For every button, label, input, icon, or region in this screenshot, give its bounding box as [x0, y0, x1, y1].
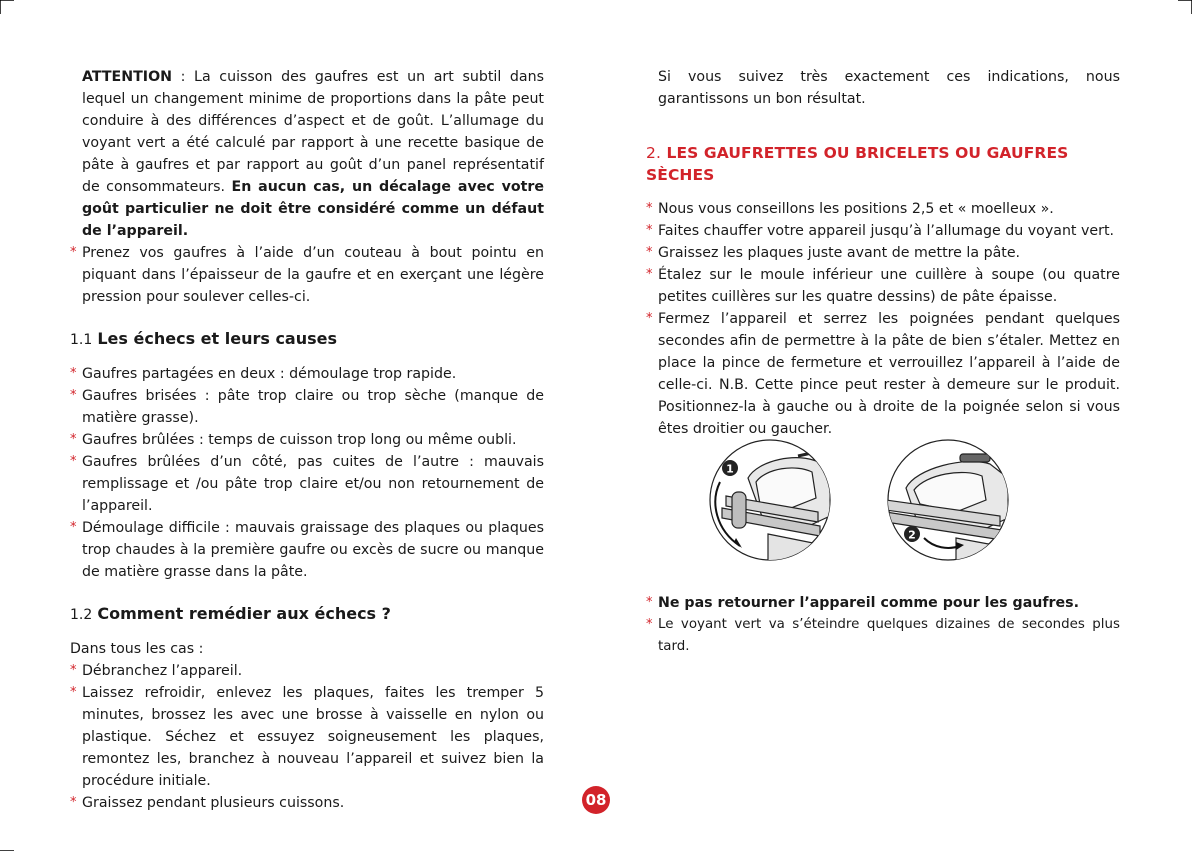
- crop-mark-bottom-left: [0, 837, 14, 851]
- list-item: * Démoulage difficile : mauvais graissage des plaques ou plaques trop chaudes à la première gaufre ou excès de sucre ou manque de matière grasse dans la pâte.: [70, 517, 544, 583]
- section-number: 1.1: [70, 332, 93, 348]
- final-notes: [646, 592, 1120, 658]
- bullet-star-icon: *: [70, 388, 77, 403]
- list-item: * Graissez les plaques juste avant de mettre la pâte.: [646, 242, 1120, 264]
- remedies-list: [70, 660, 544, 814]
- tip-text: Prenez vos gaufres à l’aide d’un couteau à bout pointu en piquant dans l’épaisseur de la gaufre et en exerçant une légère pression pour soulever celles-ci.: [82, 245, 544, 305]
- bullet-star-icon: *: [646, 617, 653, 632]
- section-title: LES GAUFRETTES OU BRICELETS OU GAUFRES SÈCHES: [646, 144, 1069, 184]
- list-item: * Nous vous conseillons les positions 2,5 et « moelleux ».: [646, 198, 1120, 220]
- attention-bold-text: En aucun cas, un décalage avec votre goût particulier ne doit être considéré comme un défaut de l’appareil.: [82, 179, 544, 239]
- list-item: * Laissez refroidir, enlevez les plaques, faites les tremper 5 minutes, brossez les avec une brosse à vaisselle en nylon ou plastique. Séchez et essuyez soigneusement les plaques, remontez les, branchez à nouveau l’appareil et suivez bien la procédure initiale.: [70, 682, 544, 792]
- waffle-maker-lock-illustration: [886, 438, 1010, 562]
- attention-label: ATTENTION: [82, 69, 173, 85]
- list-item: * Gaufres brisées : pâte trop claire ou trop sèche (manque de matière grasse).: [70, 385, 544, 429]
- failures-list: [70, 363, 544, 583]
- bullet-star-icon: *: [646, 267, 653, 282]
- illustration-1-number: 1: [726, 462, 734, 476]
- bullet-star-icon: *: [646, 201, 653, 216]
- bullet-star-icon: *: [646, 311, 653, 326]
- bullet-star-icon: *: [70, 432, 77, 447]
- bullet-star-icon: *: [646, 223, 653, 238]
- illustration-2-number: 2: [908, 528, 916, 542]
- bullet-star-icon: *: [70, 520, 77, 535]
- attention-paragraph: [70, 66, 544, 242]
- bullet-star-icon: *: [70, 245, 77, 260]
- list-item: * Fermez l’appareil et serrez les poignées pendant quelques secondes afin de permettre à la pâte de bien s’étaler. Mettez en place la pince de fermeture et verrouillez l’appareil à l’aide de celle-ci. N.B. Cette pince peut rester à demeure sur le produit. Positionnez-la à gauche ou à droite de la poignée selon si vous êtes droitier ou gaucher.: [646, 308, 1120, 440]
- section-2-heading: [646, 142, 1120, 186]
- bullet-star-icon: *: [70, 366, 77, 381]
- tip-item: [70, 242, 544, 308]
- list-item: * Gaufres brûlées d’un côté, pas cuites de l’autre : mauvais remplissage et /ou pâte trop claire et/ou non retournement de l’appareil.: [70, 451, 544, 517]
- bullet-star-icon: *: [70, 663, 77, 678]
- bullet-star-icon: *: [70, 795, 77, 810]
- bullet-star-icon: *: [70, 454, 77, 469]
- list-item: * Gaufres brûlées : temps de cuisson trop long ou même oubli.: [70, 429, 544, 451]
- section-number: 1.2: [70, 607, 93, 623]
- section-1-2-heading: [70, 603, 544, 626]
- bullet-star-icon: *: [70, 685, 77, 700]
- left-column: [70, 66, 544, 814]
- list-item: * Étalez sur le moule inférieur une cuillère à soupe (ou quatre petites cuillères sur les quatre dessins) de pâte épaisse.: [646, 264, 1120, 308]
- crop-mark-top-left: [0, 0, 14, 14]
- remedy-intro: Dans tous les cas :: [70, 641, 204, 657]
- bullet-star-icon: *: [646, 245, 653, 260]
- attention-text: : La cuisson des gaufres est un art subtil dans lequel un changement minime de proportions dans la pâte peut conduire à des différences d’aspect et de goût. L’allumage du voyant vert a été calculé par rapport à une recette basique de pâte à gaufres et par rapport au goût d’un panel représentatif de consommateurs.: [82, 69, 544, 195]
- list-item: * Faites chauffer votre appareil jusqu’à l’allumage du voyant vert.: [646, 220, 1120, 242]
- list-item: * Débranchez l’appareil.: [70, 660, 544, 682]
- list-item: * Ne pas retourner l’appareil comme pour les gaufres.: [646, 592, 1120, 614]
- page-number-badge: 08: [582, 786, 610, 814]
- list-item: * Le voyant vert va s’éteindre quelques dizaines de secondes plus tard.: [646, 614, 1120, 658]
- section-title: Les échecs et leurs causes: [97, 329, 338, 348]
- section-1-1-heading: [70, 328, 544, 351]
- intro-paragraph: Si vous suivez très exactement ces indications, nous garantissons un bon résultat.: [658, 69, 1120, 107]
- list-item: * Graissez pendant plusieurs cuissons.: [70, 792, 544, 814]
- steps-list: [646, 198, 1120, 440]
- crop-mark-top-right: [1178, 0, 1192, 14]
- right-column: [646, 66, 1120, 440]
- section-title: Comment remédier aux échecs ?: [97, 604, 391, 623]
- waffle-maker-close-illustration: [708, 438, 832, 562]
- list-item: * Gaufres partagées en deux : démoulage trop rapide.: [70, 363, 544, 385]
- bullet-star-icon: *: [646, 595, 653, 610]
- section-number: 2.: [646, 144, 661, 162]
